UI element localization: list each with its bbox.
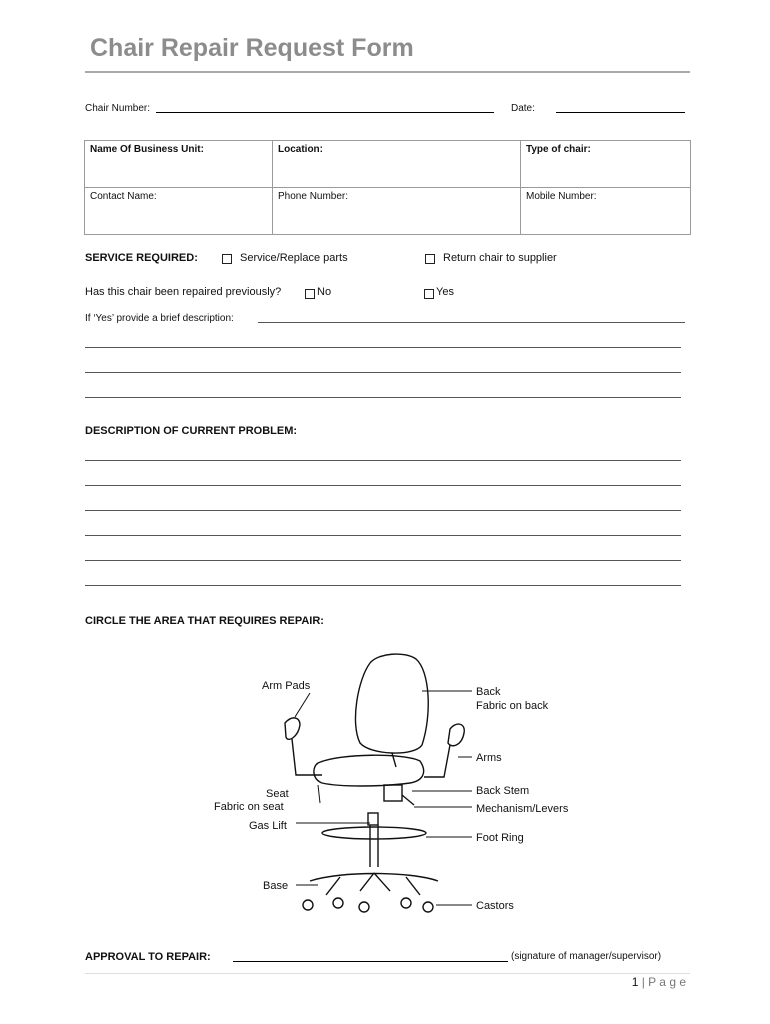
return-supplier-label: Return chair to supplier [443, 252, 557, 264]
castor-shape [401, 898, 411, 908]
service-replace-checkbox[interactable] [222, 254, 232, 264]
page-number: 1 [631, 975, 639, 989]
castor-shape [333, 898, 343, 908]
left-arm-shape [285, 718, 300, 739]
castor-shape [359, 902, 369, 912]
brief-description-label: If ‘Yes’ provide a brief description: [85, 313, 234, 324]
back-stem-label: Back Stem [476, 785, 530, 797]
title-divider [85, 71, 690, 73]
brief-description-line[interactable] [258, 322, 685, 323]
business-unit-cell[interactable]: Name Of Business Unit: [85, 141, 273, 188]
repaired-yes-checkbox[interactable] [424, 289, 434, 299]
contact-name-cell[interactable]: Contact Name: [85, 188, 273, 235]
problem-line[interactable] [85, 485, 681, 486]
approval-signature-field[interactable] [233, 961, 508, 962]
brief-description-line[interactable] [85, 347, 681, 348]
repaired-yes-label: Yes [436, 286, 454, 298]
castor-shape [303, 900, 313, 910]
form-title: Chair Repair Request Form [90, 34, 414, 62]
return-supplier-checkbox[interactable] [425, 254, 435, 264]
date-label: Date: [511, 103, 535, 114]
chair-number-label: Chair Number: [85, 103, 151, 114]
castors-label: Castors [476, 900, 514, 912]
page-footer [632, 975, 686, 989]
foot-ring-shape [322, 827, 426, 839]
seat-shape [314, 755, 424, 786]
arms-label: Arms [476, 752, 502, 764]
problem-line[interactable] [85, 560, 681, 561]
repaired-question: Has this chair been repaired previously? [85, 286, 282, 298]
footer-divider [85, 973, 690, 974]
base-label: Base [263, 880, 289, 892]
details-table [84, 140, 691, 235]
problem-line[interactable] [85, 460, 681, 461]
brief-description-line[interactable] [85, 397, 681, 398]
problem-line[interactable] [85, 535, 681, 536]
gas-lift-label: Gas Lift [249, 820, 287, 832]
phone-number-cell[interactable]: Phone Number: [273, 188, 521, 235]
service-replace-label: Service/Replace parts [240, 252, 348, 264]
chair-back-shape [355, 654, 428, 753]
location-cell[interactable]: Location: [273, 141, 521, 188]
chair-type-cell[interactable]: Type of chair: [521, 141, 691, 188]
right-arm-shape [448, 724, 464, 746]
mobile-number-cell[interactable]: Mobile Number: [521, 188, 691, 235]
date-field[interactable] [556, 112, 685, 113]
castor-shape [423, 902, 433, 912]
base-shape [310, 873, 438, 895]
page-word: | P a g e [641, 975, 686, 989]
service-required-label: SERVICE REQUIRED: [85, 252, 198, 264]
fabric-on-back-label: Fabric on back [476, 700, 549, 712]
chair-diagram [200, 645, 600, 925]
seat-label: Seat [266, 788, 289, 800]
repaired-no-label: No [317, 286, 332, 298]
approval-label: APPROVAL TO REPAIR: [85, 951, 211, 963]
fabric-on-seat-label: Fabric on seat [214, 801, 284, 813]
problem-line[interactable] [85, 585, 681, 586]
signature-note: (signature of manager/supervisor) [511, 951, 662, 962]
arm-pads-label: Arm Pads [262, 680, 311, 692]
foot-ring-label: Foot Ring [476, 832, 524, 844]
circle-area-heading: CIRCLE THE AREA THAT REQUIRES REPAIR: [85, 615, 324, 627]
repaired-no-checkbox[interactable] [305, 289, 315, 299]
problem-heading: DESCRIPTION OF CURRENT PROBLEM: [85, 425, 298, 437]
brief-description-line[interactable] [85, 372, 681, 373]
chair-number-field[interactable] [156, 112, 494, 113]
mechanism-label: Mechanism/Levers [476, 803, 569, 815]
back-label: Back [476, 686, 501, 698]
mechanism-shape [384, 785, 402, 801]
problem-line[interactable] [85, 510, 681, 511]
